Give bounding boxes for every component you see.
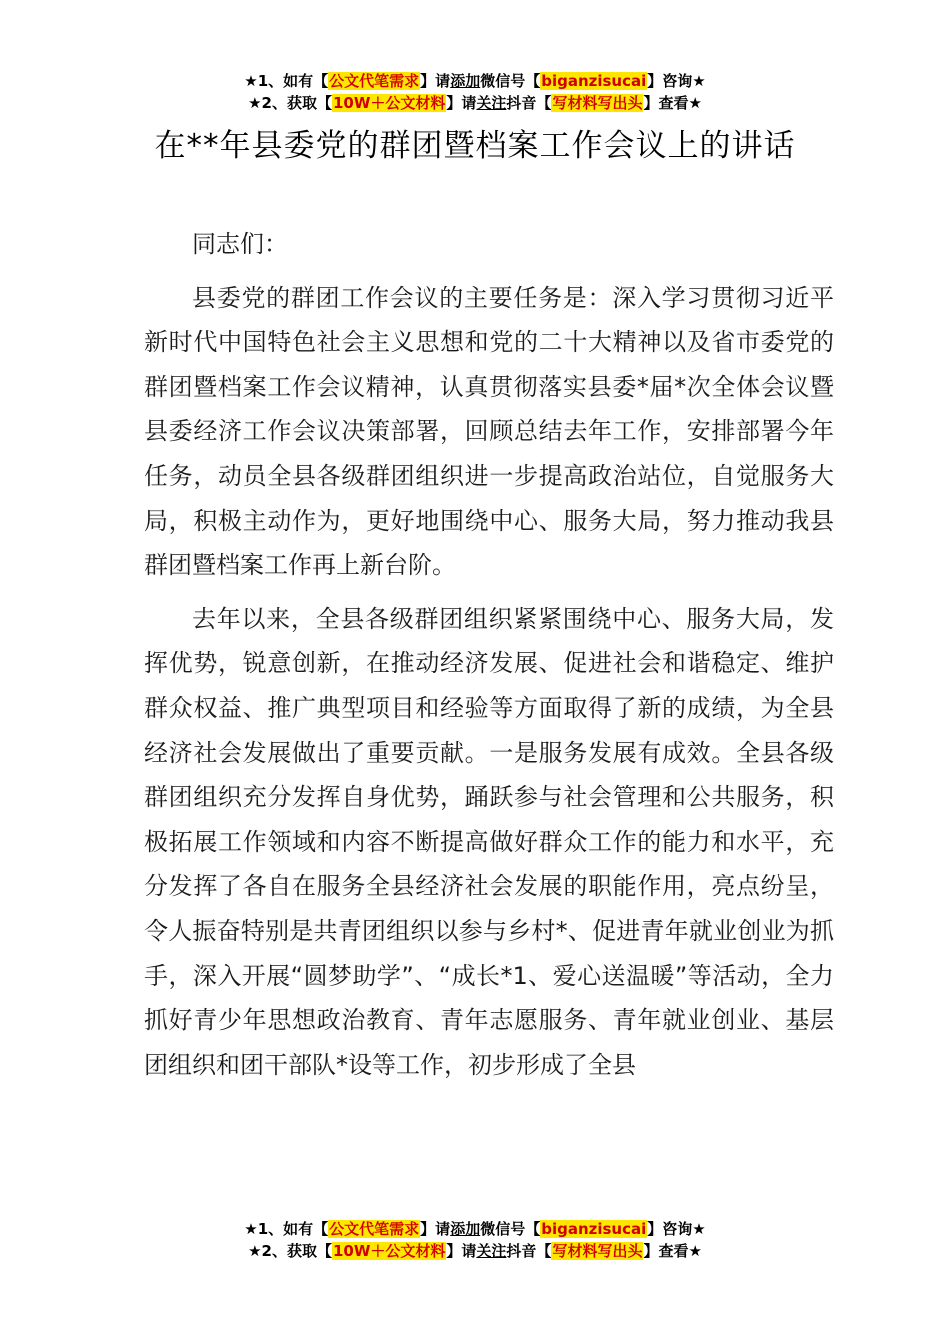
promo-highlight-douyin-id: 写材料写出头 xyxy=(552,1242,643,1260)
promo-text: 】咨询★ xyxy=(647,72,706,90)
header-promo-banner xyxy=(0,70,950,114)
promo-emphasis: 添加 xyxy=(450,1220,481,1238)
promo-highlight: 公文代笔需求 xyxy=(329,1220,420,1238)
promo-text: 】咨询★ xyxy=(647,1220,706,1238)
promo-highlight: 10W＋公文材料 xyxy=(332,94,446,112)
promo-line-1 xyxy=(0,70,950,92)
promo-text: ★2、获取【 xyxy=(248,94,332,112)
footer-promo-banner xyxy=(0,1218,950,1262)
body-paragraph: 去年以来，全县各级群团组织紧紧围绕中心、服务大局，发挥优势，锐意创新，在推动经济发展、促进社会和谐稳定、维护群众权益、推广典型项目和经验等方面取得了新的成绩，为全县经济社会发展做出了重要贡献。一是服务发展有成效。全县各级群团组织充分发挥自身优势，踊跃参与社会管理和公共服务，积极拓展工作领域和内容不断提高做好群众工作的能力和水平，充分发挥了各自在服务全县经济社会发展的职能作用，亮点纷呈，令人振奋特别是共青团组织以参与乡村*、促进青年就业创业为抓手，深入开展“圆梦助学”、“成长*1、爱心送温暖”等活动，全力抓好青少年思想政治教育、青年志愿服务、青年就业创业、基层团组织和团干部队*设等工作，初步形成了全县 xyxy=(144,604,834,1079)
promo-text: 】请 xyxy=(446,94,477,112)
promo-text: ★1、如有【 xyxy=(244,1220,329,1238)
salutation: 同志们： xyxy=(192,230,288,258)
document-title: 在**年县委党的群团暨档案工作会议上的讲话 xyxy=(154,128,796,164)
promo-highlight-wechat-id: biganzisucai xyxy=(541,1220,647,1238)
promo-text: 】查看★ xyxy=(643,94,702,112)
promo-emphasis: 添加 xyxy=(450,72,481,90)
promo-text: 微信号【 xyxy=(480,1220,541,1238)
promo-line-2 xyxy=(0,92,950,114)
document-body xyxy=(144,222,834,1087)
promo-highlight-wechat-id: biganzisucai xyxy=(541,72,647,90)
promo-text: 】查看★ xyxy=(643,1242,702,1260)
promo-text: ★2、获取【 xyxy=(248,1242,332,1260)
promo-emphasis: 关注 xyxy=(476,94,507,112)
body-paragraph: 县委党的群团工作会议的主要任务是：深入学习贯彻习近平新时代中国特色社会主义思想和党的二十大精神以及省市委党的群团暨档案工作会议精神，认真贯彻落实县委*届*次全体会议暨县委经济工作会议决策部署，回顾总结去年工作，安排部署今年任务，动员全县各级群团组织进一步提高政治站位，自觉服务大局，积极主动作为，更好地围绕中心、服务大局，努力推动我县群团暨档案工作再上新台阶。 xyxy=(144,283,834,580)
promo-highlight: 公文代笔需求 xyxy=(329,72,420,90)
promo-line-1 xyxy=(0,1218,950,1240)
promo-highlight: 10W＋公文材料 xyxy=(332,1242,446,1260)
promo-text: ★1、如有【 xyxy=(244,72,329,90)
promo-text: 抖音【 xyxy=(506,1242,552,1260)
promo-line-2 xyxy=(0,1240,950,1262)
promo-emphasis: 关注 xyxy=(476,1242,507,1260)
promo-highlight-douyin-id: 写材料写出头 xyxy=(552,94,643,112)
promo-text: 抖音【 xyxy=(506,94,552,112)
promo-text: 微信号【 xyxy=(480,72,541,90)
promo-text: 】请 xyxy=(420,72,451,90)
promo-text: 】请 xyxy=(446,1242,477,1260)
promo-text: 】请 xyxy=(420,1220,451,1238)
